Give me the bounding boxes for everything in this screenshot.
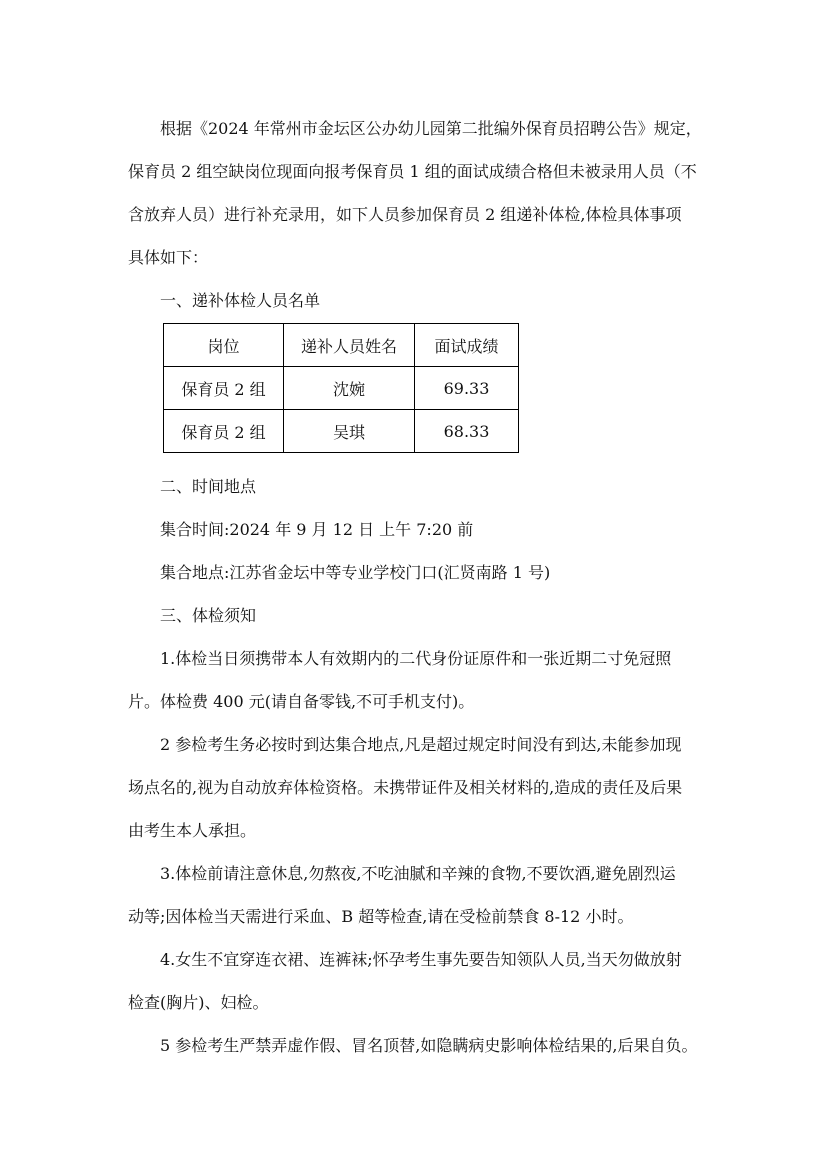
notice-item-4-cont: 检查(胸片)、妇检。 [128,993,269,1012]
cell-position: 保育员 2 组 [164,367,284,410]
candidate-table [163,323,519,453]
intro-line: 含放弃人员）进行补充录用，如下人员参加保育员 2 组递补体检,体检具体事项 [128,205,682,224]
notice-item-2-cont: 场点名的,视为自动放弃体检资格。未携带证件及相关材料的,造成的责任及后果 [128,778,683,797]
cell-score: 68.33 [415,410,519,453]
section-heading: 一、递补体检人员名单 [160,291,321,310]
cell-name: 沈婉 [284,367,415,410]
cell-name: 吴琪 [284,410,415,453]
section-heading: 二、时间地点 [160,477,257,496]
notice-item-4: 4.女生不宜穿连衣裙、连裤袜;怀孕考生事先要告知领队人员,当天勿做放射 [160,950,682,969]
notice-list [128,637,718,1067]
header-position: 岗位 [164,324,284,367]
intro-paragraph [128,107,718,279]
notice-item-3-cont: 动等;因体检当天需进行采血、B 超等检查,请在受检前禁食 8-12 小时。 [128,907,634,926]
notice-item-1-cont: 片。体检费 400 元(请自备零钱,不可手机支付)。 [128,692,475,711]
notice-item-2-cont: 由考生本人承担。 [128,821,257,840]
assembly-place: 集合地点:江苏省金坛中等专业学校门口(汇贤南路 1 号) [160,563,551,582]
notice-item-5: 5 参检考生严禁弄虚作假、冒名顶替,如隐瞒病史影响体检结果的,后果自负。 [160,1036,698,1055]
intro-line: 根据《2024 年常州市金坛区公办幼儿园第二批编外保育员招聘公告》规定， [160,119,702,138]
notice-item-2: 2 参检考生务必按时到达集合地点,凡是超过规定时间没有到达,未能参加现 [160,735,682,754]
table-header-row [164,324,519,367]
table-row [164,367,519,410]
header-name: 递补人员姓名 [284,324,415,367]
header-score: 面试成绩 [415,324,519,367]
intro-line: 保育员 2 组空缺岗位现面向报考保育员 1 组的面试成绩合格但未被录用人员（不 [128,162,697,181]
notice-item-3: 3.体检前请注意休息,勿熬夜,不吃油腻和辛辣的食物,不要饮酒,避免剧烈运 [160,864,676,883]
section-heading: 三、体检须知 [160,606,257,625]
intro-line: 具体如下： [128,248,209,267]
cell-score: 69.33 [415,367,519,410]
table-row [164,410,519,453]
cell-position: 保育员 2 组 [164,410,284,453]
notice-item-1: 1.体检当日须携带本人有效期内的二代身份证原件和一张近期二寸免冠照 [160,649,672,668]
section2 [128,465,718,637]
section1-heading [128,279,718,322]
assembly-time: 集合时间:2024 年 9 月 12 日 上午 7:20 前 [160,520,474,539]
